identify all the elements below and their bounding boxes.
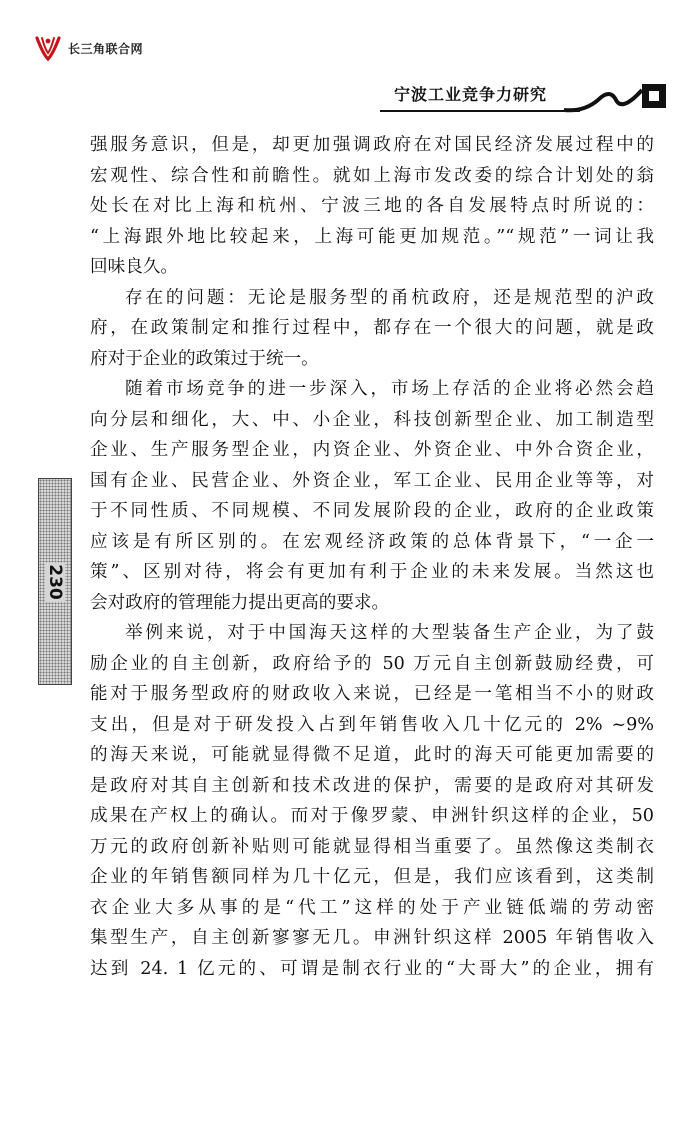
text-line: 应该是有所区别的。在宏观经济政策的总体背景下，“一企一 (90, 531, 654, 552)
text-line: 是政府对其自主创新和技术改进的保护，需要的是政府对其研发 (90, 775, 654, 796)
text-line: 强服务意识，但是，却更加强调政府在对国民经济发展过程中的 (90, 135, 654, 155)
header-rule (380, 110, 580, 112)
header-swoosh-icon (564, 82, 644, 116)
text-line: 支出，但是对于研发投入占到年销售收入几十亿元的 2% ~9% (90, 714, 654, 735)
logo-text: 长三角联合网 (68, 41, 144, 56)
text-line: 企业的年销售额同样为几十亿元，但是，我们应该看到，这类制 (90, 867, 654, 887)
text-line: 企业、生产服务型企业，内资企业、外资企业、中外合资企业， (90, 440, 654, 460)
text-line: 回味良久。 (90, 257, 178, 277)
text-line: 国有企业、民营企业、外资企业，军工企业、民用企业等等，对 (90, 470, 654, 491)
text-line: 向分层和细化，大、中、小企业，科技创新型企业、加工制造型 (90, 409, 654, 430)
text-line: 万元的政府创新补贴则可能就显得相当重要了。虽然像这类制衣 (90, 836, 654, 857)
text-line: 能对于服务型政府的财政收入来说，已经是一笔相当不小的财政 (90, 684, 654, 704)
text-line: 衣企业大多从事的是“代工”这样的处于产业链低端的劳动密 (90, 897, 654, 918)
running-header (380, 78, 680, 118)
body-text (90, 130, 654, 984)
site-logo (34, 34, 143, 62)
text-line: 处长在对比上海和杭州、宁波三地的各自发展特点时所说的： (90, 196, 654, 216)
text-line: 会对政府的管理能力提出更高的要求。 (90, 592, 390, 613)
header-title: 宁波工业竞争力研究 (394, 85, 548, 104)
text-line: 励企业的自主创新，政府给予的 50 万元自主创新鼓励经费，可 (90, 653, 654, 674)
text-line: 府，在政策制定和推行过程中，都存在一个很大的问题，就是政 (90, 318, 654, 338)
text-line: 达到 24. 1 亿元的、可谓是制衣行业的“大哥大”的企业，拥有 (90, 958, 654, 979)
text-line: 宏观性、综合性和前瞻性。就如上海市发改委的综合计划处的翁 (90, 165, 654, 186)
text-line: 的海天来说，可能就显得微不足道，此时的海天可能更加需要的 (90, 745, 654, 765)
text-line: 府对于企业的政策过于统一。 (90, 348, 319, 369)
page-number: 230 (45, 563, 65, 600)
text-line: “上海跟外地比较起来，上海可能更加规范。”“规范”一词让我 (90, 226, 654, 247)
page-number-tab (38, 478, 72, 685)
text-line: 举例来说，对于中国海天这样的大型装备生产企业，为了鼓 (125, 623, 654, 643)
text-line: 随着市场竞争的进一步深入，市场上存活的企业将必然会趋 (125, 379, 654, 399)
text-line: 成果在产权上的确认。而对于像罗蒙、申洲针织这样的企业，50 (90, 806, 654, 826)
logo-mark-icon (34, 34, 62, 62)
text-line: 存在的问题：无论是服务型的甬杭政府，还是规范型的沪政 (125, 287, 654, 308)
text-line: 策”、区别对待，将会有更加有利于企业的未来发展。当然这也 (90, 562, 654, 582)
header-box-icon (642, 84, 666, 108)
text-line: 于不同性质、不同规模、不同发展阶段的企业，政府的企业政策 (90, 501, 654, 521)
text-line: 集型生产，自主创新寥寥无几。申洲针织这样 2005 年销售收入 (90, 928, 654, 948)
